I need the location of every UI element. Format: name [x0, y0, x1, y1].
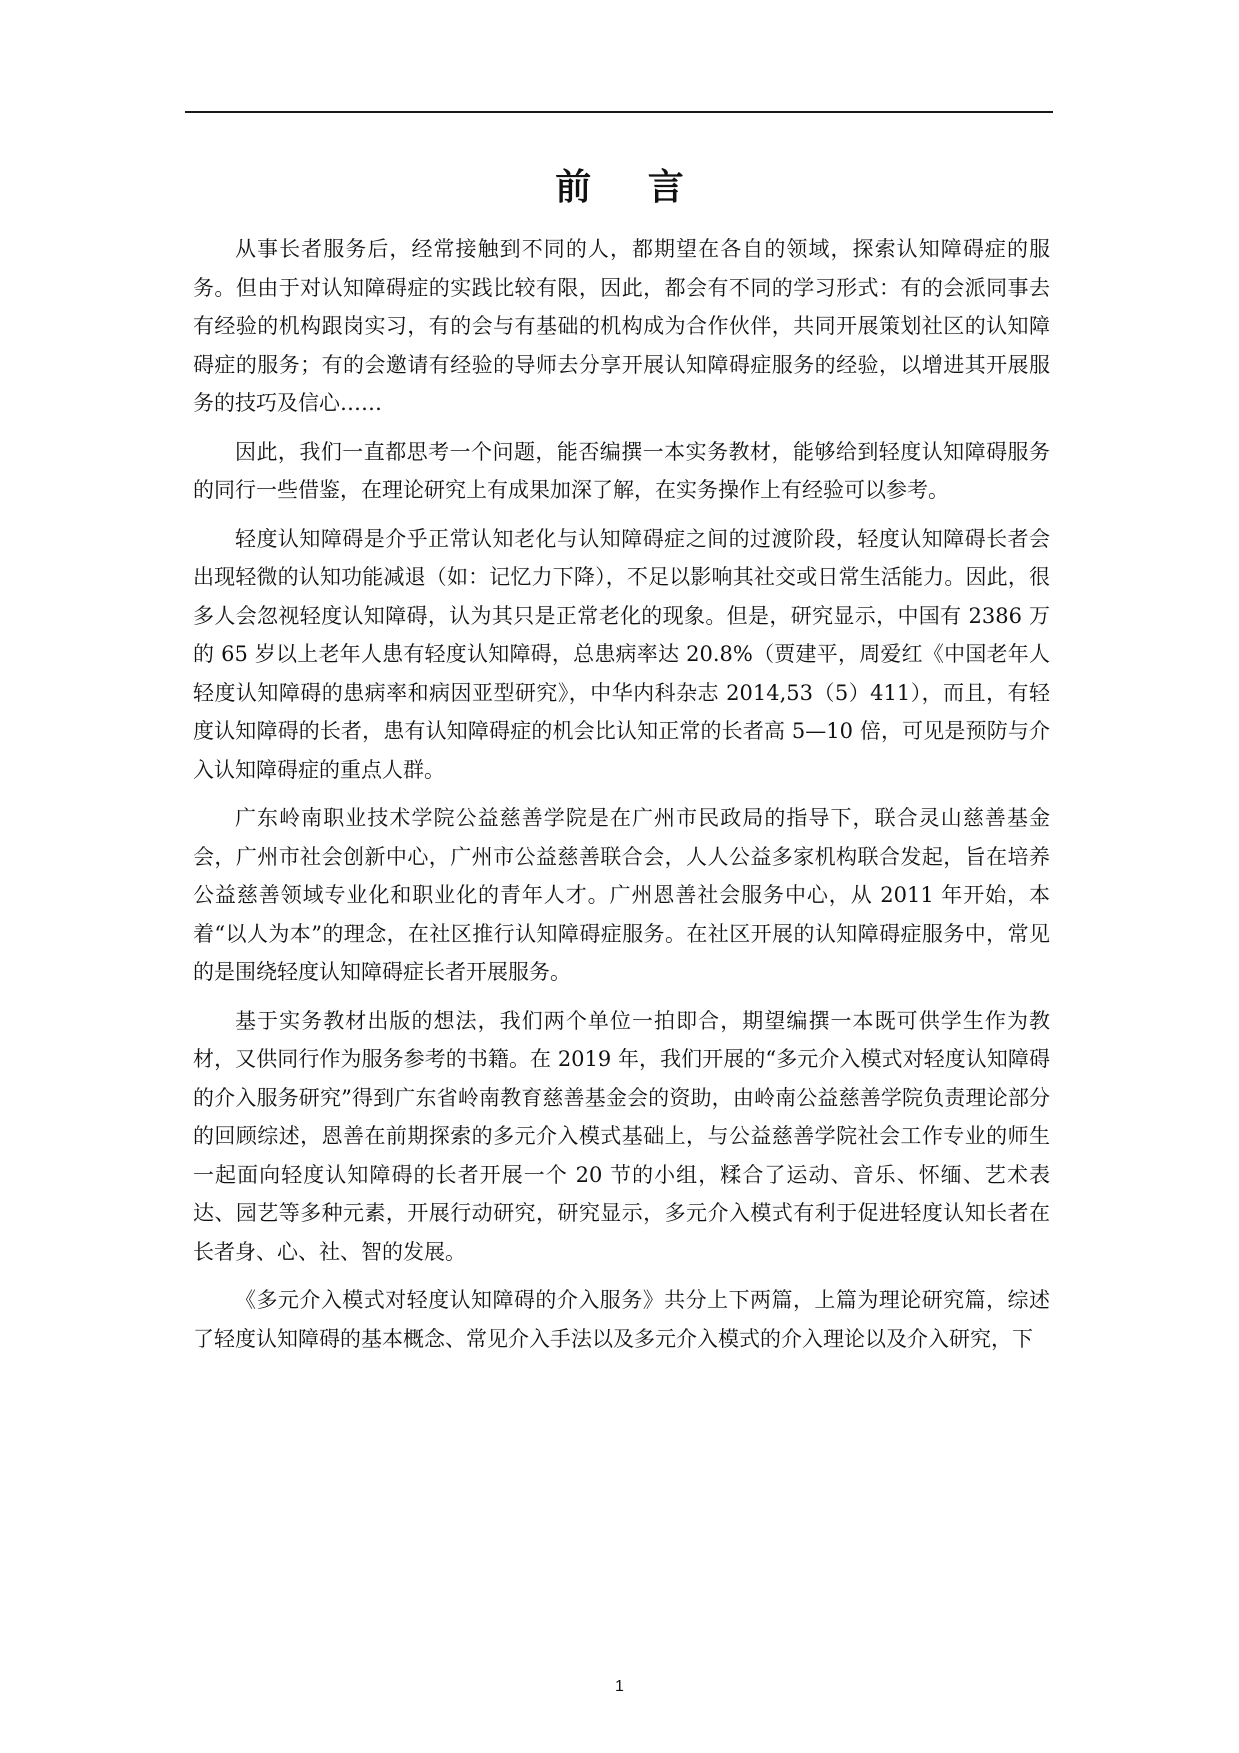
body-text — [193, 230, 1050, 1368]
paragraph-6: 《多元介入模式对轻度认知障碍的介入服务》共分上下两篇，上篇为理论研究篇，综述了轻度认知障碍的基本概念、常见介入手法以及多元介入模式的介入理论以及介入研究，下 — [193, 1288, 1050, 1351]
page-title: 前 言 — [555, 166, 706, 208]
paragraph-4: 广东岭南职业技术学院公益慈善学院是在广州市民政局的指导下，联合灵山慈善基金会，广州市社会创新中心，广州市公益慈善联合会，人人公益多家机构联合发起，旨在培养公益慈善领域专业化和职业化的青年人才。广州恩善社会服务中心，从 2011 年开始，本着“以人为本”的理念，在社区推行认知障碍症服务。在社区开展的认知障碍症服务中，常见的是围绕轻度认知障碍症长者开展服务。 — [193, 806, 1050, 984]
page-number: 1 — [615, 1678, 624, 1695]
paragraph-2: 因此，我们一直都思考一个问题，能否编撰一本实务教材，能够给到轻度认知障碍服务的同行一些借鉴，在理论研究上有成果加深了解，在实务操作上有经验可以参考。 — [193, 439, 1050, 502]
paragraph-5: 基于实务教材出版的想法，我们两个单位一拍即合，期望编撰一本既可供学生作为教材，又供同行作为服务参考的书籍。在 2019 年，我们开展的“多元介入模式对轻度认知障碍的介入服务研究”得到广东省岭南教育慈善基金会的资助，由岭南公益慈善学院负责理论部分的回顾综述，恩善在前期探索的多元介入模式基础上，与公益慈善学院社会工作专业的师生一起面向轻度认知障碍的长者开展一个 20 节的小组，糅合了运动、音乐、怀缅、艺术表达、园艺等多种元素，开展行动研究，研究显示，多元介入模式有利于促进轻度认知长者在长者身、心、社、智的发展。 — [193, 1008, 1050, 1264]
paragraph-1: 从事长者服务后，经常接触到不同的人，都期望在各自的领域，探索认知障碍症的服务。但由于对认知障碍症的实践比较有限，因此，都会有不同的学习形式：有的会派同事去有经验的机构跟岗实习，有的会与有基础的机构成为合作伙伴，共同开展策划社区的认知障碍症的服务；有的会邀请有经验的导师去分享开展认知障碍症服务的经验，以增进其开展服务的技巧及信心…… — [193, 237, 1050, 415]
paragraph-3: 轻度认知障碍是介乎正常认知老化与认知障碍症之间的过渡阶段，轻度认知障碍长者会出现轻微的认知功能减退（如：记忆力下降），不足以影响其社交或日常生活能力。因此，很多人会忽视轻度认知障碍，认为其只是正常老化的现象。但是，研究显示，中国有 2386 万的 65 岁以上老年人患有轻度认知障碍，总患病率达 20.8%（贾建平，周爱红《中国老年人轻度认知障碍的患病率和病因亚型研究》，中华内科杂志 2014,53（5）411），而且，有轻度认知障碍的长者，患有认知障碍症的机会比认知正常的长者高 5—10 倍，可见是预防与介入认知障碍症的重点人群。 — [193, 526, 1050, 782]
header-rule — [185, 111, 1053, 113]
